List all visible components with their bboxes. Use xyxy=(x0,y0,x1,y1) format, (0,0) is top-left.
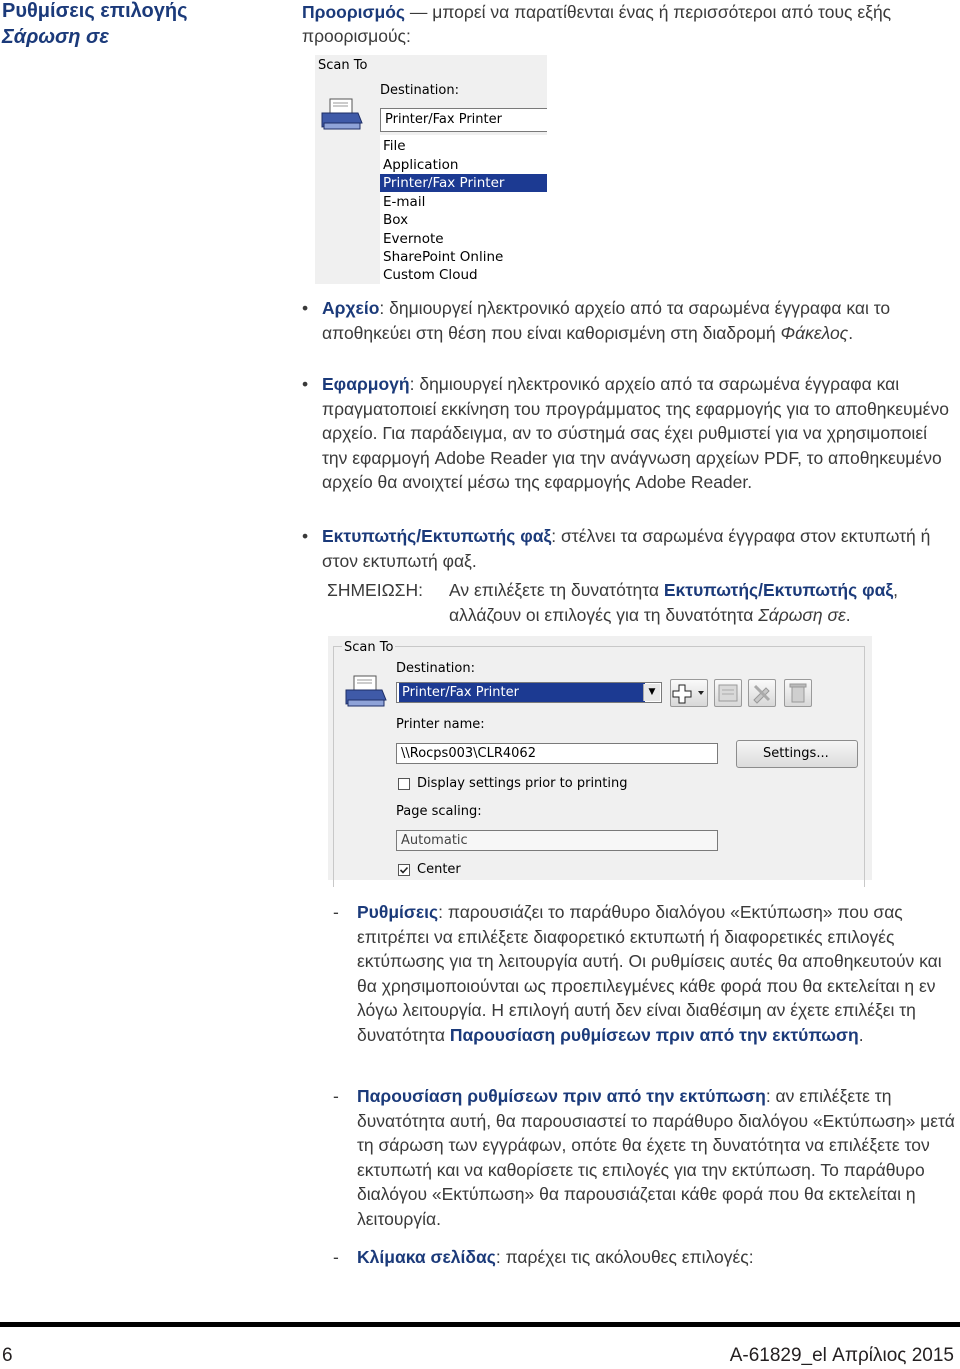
section-heading xyxy=(2,0,187,50)
bullet-text: : στέλνει τα σαρωμένα έγγραφα στον εκτυπωτή ή στον εκτυπωτή φαξ. xyxy=(322,526,931,571)
option-email[interactable]: E-mail xyxy=(383,193,426,210)
destination-select[interactable] xyxy=(396,682,662,703)
scanner-icon xyxy=(320,97,364,131)
center-checkbox[interactable] xyxy=(398,864,410,876)
page-number: 6 xyxy=(2,1345,13,1366)
dash-text: : αν επιλέξετε τη δυνατότητα αυτή, θα παρουσιαστεί το παράθυρο διαλόγου «Εκτύπωση» μετά τη σάρωση των εγγράφων, οπότε θα έχετε τη δυνατότητα να επιλέξετε τον εκτυπωτή και να καθορίσετε τις επιλογές για την εκτύπωση. Το παράθυρο διαλόγου «Εκτύπωση» θα παρουσιάζεται κάθε φορά που θα εκτελείται η λειτουργία. xyxy=(357,1086,955,1229)
add-icon xyxy=(671,680,707,706)
page-scaling-select[interactable]: Automatic xyxy=(396,830,718,851)
note-pre: Αν επιλέξετε τη δυνατότητα xyxy=(449,580,664,600)
dash-text: : παρουσιάζει το παράθυρο διαλόγου «Εκτύπωση» που σας επιτρέπει να επιλέξετε διαφορετικό εκτυπωτή ή διαφορετικές επιλογές εκτύπωσης για τη λειτουργία αυτή. Οι ρυθμίσεις αυτές θα αποθηκευτούν και θα χρησιμοποιούνται ως προεπιλεγμένες κάθε φορά που θα εκτελείται η εν λόγω λειτουργία. Η επιλογή αυτή δεν είναι διαθέσιμη αν έχετε επιλέξει τη δυνατότητα xyxy=(357,902,942,1045)
destination-dropdown-list xyxy=(380,135,547,284)
center-label: Center xyxy=(417,862,461,877)
note-term: Εκτυπωτής/Εκτυπωτής φαξ xyxy=(663,580,894,600)
delete-button[interactable] xyxy=(784,679,812,707)
note xyxy=(327,578,957,627)
note-label: ΣΗΜΕΙΩΣΗ: xyxy=(327,580,423,600)
bullet-file xyxy=(302,296,952,345)
display-settings-checkbox[interactable] xyxy=(398,778,410,790)
group-label: Scan To xyxy=(344,640,394,655)
intro-text: — μπορεί να παρατίθενται ένας ή περισσότεροι από τους εξής προορισμούς: xyxy=(302,2,892,46)
option-evernote[interactable]: Evernote xyxy=(383,230,444,247)
dash-term: Ρυθμίσεις xyxy=(357,902,439,922)
group-label: Scan To xyxy=(318,58,368,73)
trash-icon xyxy=(785,680,811,706)
dash-text: : παρέχει τις ακόλουθες επιλογές: xyxy=(495,1247,754,1267)
note-end: . xyxy=(845,604,851,625)
scan-to-printer-screenshot xyxy=(328,636,872,880)
tools-icon xyxy=(749,680,775,706)
dash-term: Κλίμακα σελίδας xyxy=(357,1247,496,1267)
dash-item-settings xyxy=(333,900,955,1047)
bullet-end: . xyxy=(848,322,854,343)
option-application[interactable]: Application xyxy=(383,156,459,173)
dash-term: Παρουσίαση ρυθμίσεων πριν από την εκτύπωση xyxy=(357,1086,766,1106)
display-settings-label: Display settings prior to printing xyxy=(417,776,628,791)
edit-button[interactable] xyxy=(748,679,776,707)
dash-marker: - xyxy=(333,1086,339,1106)
dash-term2: Παρουσίαση ρυθμίσεων πριν από την εκτύπωση xyxy=(449,1024,859,1045)
bullet-italic: Φάκελος xyxy=(780,322,849,343)
bullet-application xyxy=(302,372,952,495)
printer-name-field[interactable]: \\Rocps003\CLR4062 xyxy=(396,743,718,764)
dash-end: . xyxy=(858,1024,864,1045)
bullet-term: Αρχείο xyxy=(322,298,380,318)
option-printer-fax[interactable]: Printer/Fax Printer xyxy=(380,174,547,192)
page-scaling-label: Page scaling: xyxy=(396,804,482,819)
option-box[interactable]: Box xyxy=(383,212,409,228)
scan-to-dropdown-screenshot xyxy=(315,55,547,284)
bullet-marker: • xyxy=(302,298,309,318)
destination-label: Destination: xyxy=(396,661,475,676)
note-italic: Σάρωση σε xyxy=(758,604,846,625)
intro-term: Προορισμός xyxy=(302,2,406,22)
option-file[interactable]: File xyxy=(383,138,406,154)
destination-value: Printer/Fax Printer xyxy=(399,683,645,702)
bullet-term: Εφαρμογή xyxy=(322,374,410,394)
footer-rule xyxy=(0,1322,960,1327)
settings-button[interactable]: Settings... xyxy=(736,740,858,768)
checkmark-icon xyxy=(399,865,409,875)
option-sharepoint[interactable]: SharePoint Online xyxy=(383,249,504,265)
add-button[interactable] xyxy=(670,679,708,707)
option-custom-cloud[interactable]: Custom Cloud xyxy=(383,267,478,283)
dash-item-display-settings xyxy=(333,1084,955,1231)
bullet-marker: • xyxy=(302,374,309,394)
scanner-icon xyxy=(344,674,388,708)
document-id: A-61829_el Απρίλιος 2015 xyxy=(729,1345,954,1366)
bullet-text: : δημιουργεί ηλεκτρονικό αρχείο από τα σαρωμένα έγγραφα και το αποθηκεύει στη θέση που είναι καθορισμένη στη διαδρομή xyxy=(322,298,891,343)
dash-item-page-scaling xyxy=(333,1245,955,1270)
chevron-down-icon[interactable]: ▼ xyxy=(643,684,660,701)
bullet-term: Εκτυπωτής/Εκτυπωτής φαξ xyxy=(322,526,552,546)
bullet-printer-fax xyxy=(302,524,952,573)
bullet-text: : δημιουργεί ηλεκτρονικό αρχείο από τα σαρωμένα έγγραφα και πραγματοποιεί εκκίνηση του προγράμματος της εφαρμογής για το αποθηκευμένο αρχείο. Για παράδειγμα, αν το σύστημά σας έχει ρυθμιστεί για να χρησιμοποιεί την εφαρμογή Adobe Reader για την ανάγνωση αρχείων PDF, το αποθηκευμένο αρχείο θα ανοιχτεί μέσω της εφαρμογής Adobe Reader. xyxy=(322,374,949,492)
intro-paragraph xyxy=(302,0,952,48)
bullet-marker: • xyxy=(302,526,309,546)
note-mid: , αλλάζουν οι επιλογές για τη δυνατότητα xyxy=(449,580,899,625)
dash-marker: - xyxy=(333,1247,339,1267)
dash-marker: - xyxy=(333,902,339,922)
destination-label: Destination: xyxy=(380,83,459,98)
properties-button[interactable] xyxy=(714,679,742,707)
destination-combo[interactable]: Printer/Fax Printer xyxy=(380,108,547,132)
section-heading-line2: Σάρωση σε xyxy=(2,26,109,48)
section-heading-line1: Ρυθμίσεις επιλογής xyxy=(2,0,188,22)
printer-name-label: Printer name: xyxy=(396,717,485,732)
properties-icon xyxy=(715,680,741,706)
